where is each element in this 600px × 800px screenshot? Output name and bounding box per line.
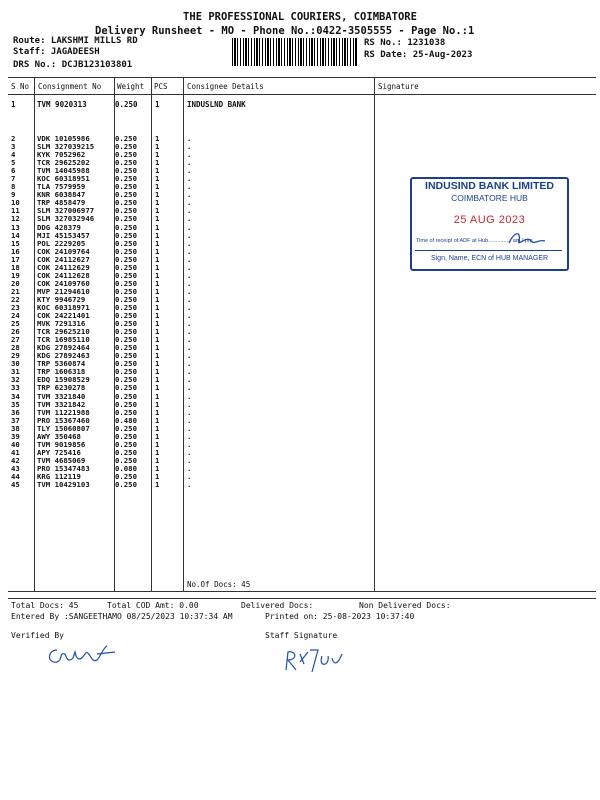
runsheet-subtitle: Delivery Runsheet - MO - Phone No.:0422-3505555 - Page No.:1 [95,25,475,37]
col-weight: Weight [117,82,145,91]
row-weight: 0.250 [115,198,137,208]
row-1-details: INDUSLND BANK [187,100,246,109]
header-bottom-border [8,94,596,95]
row-sno: 32 [11,375,20,385]
row-sno: 20 [11,278,20,288]
row-weight: 0.250 [115,158,137,168]
row-pcs: 1 [155,399,160,409]
row-pcs: 1 [155,480,160,490]
row-details: . [187,383,192,393]
row-details: . [187,463,192,473]
row-pcs: 1 [155,407,160,417]
staff-signature-icon [282,642,362,678]
row-details: . [187,294,192,304]
footer-top-border [8,598,596,599]
row-pcs: 1 [155,383,160,393]
barcode [232,38,358,66]
row-consignment: APY 725416 [37,447,81,457]
row-1-weight: 0.250 [115,100,138,109]
row-consignment: TRP 1606318 [37,367,86,377]
row-weight: 0.250 [115,190,137,200]
row-pcs: 1 [155,319,160,329]
row-sno: 8 [11,182,16,192]
row-details: . [187,206,192,216]
row-weight: 0.250 [115,423,137,433]
row-weight: 0.250 [115,383,137,393]
row-pcs: 1 [155,270,160,280]
row-details: . [187,182,192,192]
verifier-signature-icon [45,642,125,672]
total-docs: Total Docs: 45 [11,601,79,610]
no-of-docs: No.Of Docs: 45 [187,580,251,589]
table-bottom-border [8,591,596,592]
row-weight: 0.250 [115,134,137,143]
row-pcs: 1 [155,206,160,216]
row-consignment: DDG 428379 [37,222,81,232]
stamp-date: 25 AUG 2023 [453,214,526,226]
row-sno: 10 [11,198,20,208]
col-details: Consignee Details [187,82,264,91]
row-sno: 22 [11,294,20,304]
row-pcs: 1 [155,311,160,321]
row-weight: 0.250 [115,319,137,329]
row-sno: 25 [11,319,20,329]
row-consignment: POL 2229205 [37,238,86,248]
row-consignment: TVM 9019856 [37,439,86,449]
row-details: . [187,262,192,272]
row-consignment: TLA 7579959 [37,182,86,192]
row-sno: 2 [11,134,16,143]
row-consignment: TVM 11221988 [37,407,90,417]
row-consignment: KRG 112119 [37,471,81,481]
row-details: . [187,351,192,361]
row-details: . [187,246,192,256]
row-pcs: 1 [155,174,160,184]
row-consignment: MVK 7291316 [37,319,86,329]
row-consignment: TRP 6230278 [37,383,86,393]
row-details: . [187,174,192,184]
row-sno: 21 [11,286,20,296]
row-sno: 31 [11,367,20,377]
row-weight: 0.250 [115,286,137,296]
bank-stamp [410,177,569,271]
row-weight: 0.250 [115,294,137,304]
row-sno: 9 [11,190,16,200]
row-weight: 0.250 [115,238,137,248]
row-details: . [187,311,192,321]
row-sno: 16 [11,246,20,256]
row-weight: 0.250 [115,455,137,465]
table-top-border [8,77,596,78]
row-sno: 37 [11,415,20,425]
row-sno: 15 [11,238,20,248]
row-weight: 0.250 [115,222,137,232]
row-sno: 30 [11,359,20,369]
row-consignment: VDK 10105986 [37,134,90,143]
row-sno: 23 [11,302,20,312]
delivered-docs: Delivered Docs: [241,601,314,610]
col-consignment: Consignment No [38,82,102,91]
row-pcs: 1 [155,375,160,385]
total-cod: Total COD Amt: 0.00 [107,601,199,610]
rs-date: RS Date: 25-Aug-2023 [364,50,473,60]
row-sno: 43 [11,463,20,473]
row-consignment: SLM 327006977 [37,206,95,216]
staff-label: Staff: JAGADEESH [13,47,100,57]
row-details: . [187,286,192,296]
row-weight: 0.250 [115,471,137,481]
row-pcs: 1 [155,190,160,200]
row-sno: 38 [11,423,20,433]
row-consignment: TVM 3321842 [37,399,86,409]
row-sno: 26 [11,327,20,337]
row-consignment: TVM 10429103 [37,480,90,490]
row-details: . [187,222,192,232]
row-weight: 0.250 [115,166,137,176]
stamp-divider [415,250,562,251]
row-sno: 11 [11,206,20,216]
row-details: . [187,367,192,377]
row-weight: 0.250 [115,399,137,409]
row-weight: 0.250 [115,327,137,337]
row-pcs: 1 [155,222,160,232]
row-consignment: TCR 16985110 [37,335,90,345]
row-sno: 34 [11,391,20,401]
row-weight: 0.250 [115,214,137,224]
row-details: . [187,198,192,208]
row-pcs: 1 [155,182,160,192]
row-sno: 17 [11,254,20,264]
row-consignment: TLY 15060807 [37,423,90,433]
row-consignment: COK 24109764 [37,246,90,256]
row-weight: 0.250 [115,439,137,449]
row-details: . [187,230,192,240]
row-pcs: 1 [155,359,160,369]
col-divider-5 [374,77,375,591]
row-details: . [187,150,192,160]
row-details: . [187,439,192,449]
row-weight: 0.250 [115,150,137,160]
row-pcs: 1 [155,198,160,208]
row-weight: 0.250 [115,206,137,216]
drs-number: DRS No.: DCJB123103801 [13,60,133,70]
row-consignment: TCR 29625202 [37,158,90,168]
row-consignment: TVM 4685069 [37,455,86,465]
row-consignment: COK 24109760 [37,278,90,288]
row-consignment: TRP 4858479 [37,198,86,208]
row-consignment: PRO 15347483 [37,463,90,473]
row-weight: 0.250 [115,142,137,152]
row-details: . [187,359,192,369]
row-weight: 0.250 [115,335,137,345]
row-sno: 4 [11,150,16,160]
row-details: . [187,327,192,337]
row-weight: 0.250 [115,278,137,288]
row-sno: 6 [11,166,16,176]
row-pcs: 1 [155,447,160,457]
row-weight: 0.250 [115,351,137,361]
row-pcs: 1 [155,463,160,473]
row-details: . [187,142,192,152]
row-consignment: KDG 27892463 [37,351,90,361]
row-details: . [187,375,192,385]
col-divider-1 [34,77,35,591]
row-weight: 0.250 [115,480,137,490]
stamp-scribble-icon [507,229,547,249]
row-details: . [187,319,192,329]
row-pcs: 1 [155,246,160,256]
row-pcs: 1 [155,351,160,361]
staff-signature-label: Staff Signature [265,631,338,640]
row-details: . [187,134,192,143]
row-consignment: TVM 3321840 [37,391,86,401]
row-sno: 7 [11,174,16,184]
row-details: . [187,391,192,401]
row-pcs: 1 [155,158,160,168]
row-sno: 24 [11,311,20,321]
row-pcs: 1 [155,278,160,288]
row-consignment: KDG 27892464 [37,343,90,353]
row-details: . [187,254,192,264]
row-pcs: 1 [155,471,160,481]
row-pcs: 1 [155,439,160,449]
row-weight: 0.250 [115,311,137,321]
row-details: . [187,399,192,409]
row-pcs: 1 [155,166,160,176]
row-weight: 0.250 [115,375,137,385]
verified-by-label: Verified By [11,631,64,640]
row-consignment: TRP 5360874 [37,359,86,369]
printed-on: Printed on: 25-08-2023 10:37:40 [265,612,415,621]
row-weight: 0.250 [115,182,137,192]
row-pcs: 1 [155,254,160,264]
row-consignment: KOC 60318971 [37,302,90,312]
row-details: . [187,238,192,248]
row-details: . [187,423,192,433]
row-weight: 0.250 [115,230,137,240]
row-sno: 12 [11,214,20,224]
row-pcs: 1 [155,335,160,345]
row-pcs: 1 [155,302,160,312]
row-pcs: 1 [155,150,160,160]
row-consignment: COK 24221401 [37,311,90,321]
row-pcs: 1 [155,431,160,441]
row-consignment: EDQ 15908529 [37,375,90,385]
row-pcs: 1 [155,423,160,433]
row-pcs: 1 [155,327,160,337]
row-sno: 42 [11,455,20,465]
row-sno: 39 [11,431,20,441]
row-sno: 27 [11,335,20,345]
row-consignment: MVP 21294610 [37,286,90,296]
row-weight: 0.250 [115,343,137,353]
row-pcs: 1 [155,134,160,143]
route-label: Route: LAKSHMI MILLS RD [13,36,138,46]
row-1-sno: 1 [11,100,16,109]
row-details: . [187,415,192,425]
row-details: . [187,270,192,280]
row-sno: 44 [11,471,20,481]
col-signature: Signature [378,82,419,91]
row-details: . [187,455,192,465]
row-details: . [187,158,192,168]
row-sno: 41 [11,447,20,457]
row-pcs: 1 [155,142,160,152]
row-weight: 0.250 [115,262,137,272]
row-sno: 35 [11,399,20,409]
row-weight: 0.250 [115,174,137,184]
row-weight: 0.480 [115,415,137,425]
col-divider-4 [183,77,184,591]
row-consignment: TVM 14045988 [37,166,90,176]
row-details: . [187,471,192,481]
row-sno: 45 [11,480,20,490]
row-pcs: 1 [155,391,160,401]
row-pcs: 1 [155,294,160,304]
row-weight: 0.250 [115,302,137,312]
row-weight: 0.250 [115,270,137,280]
row-details: . [187,431,192,441]
row-details: . [187,190,192,200]
row-consignment: SLM 327039215 [37,142,95,152]
row-consignment: COK 24112629 [37,262,90,272]
row-weight: 0.250 [115,391,137,401]
row-weight: 0.250 [115,359,137,369]
row-sno: 40 [11,439,20,449]
row-weight: 0.250 [115,407,137,417]
row-pcs: 1 [155,238,160,248]
row-consignment: COK 24112627 [37,254,90,264]
row-details: . [187,480,192,490]
rs-number: RS No.: 1231038 [364,38,446,48]
stamp-receipt-time: Time of receipt of ADF at Hub............... am / pm [416,238,533,244]
row-sno: 36 [11,407,20,417]
row-weight: 0.250 [115,246,137,256]
entered-by: Entered By :SANGEETHAMO 08/25/2023 10:37:34 AM [11,612,233,621]
row-consignment: SLM 327032946 [37,214,95,224]
row-pcs: 1 [155,230,160,240]
row-consignment: KTY 9946729 [37,294,86,304]
row-details: . [187,447,192,457]
row-sno: 19 [11,270,20,280]
row-weight: 0.080 [115,463,137,473]
row-pcs: 1 [155,214,160,224]
row-sno: 18 [11,262,20,272]
row-pcs: 1 [155,367,160,377]
row-pcs: 1 [155,415,160,425]
row-consignment: MJI 45153457 [37,230,90,240]
row-consignment: AWY 350468 [37,431,81,441]
row-sno: 29 [11,351,20,361]
row-details: . [187,166,192,176]
row-consignment: KYK 7052962 [37,150,86,160]
row-consignment: PRO 15367460 [37,415,90,425]
row-pcs: 1 [155,343,160,353]
company-title: THE PROFESSIONAL COURIERS, COIMBATORE [183,11,417,23]
row-details: . [187,407,192,417]
row-sno: 3 [11,142,16,152]
stamp-sign-line: Sign, Name, ECN of HUB MANAGER [430,255,549,262]
non-delivered-docs: Non Delivered Docs: [359,601,451,610]
row-1-consignment: TVM 9020313 [37,100,87,109]
row-pcs: 1 [155,455,160,465]
col-divider-3 [151,77,152,591]
stamp-hub-name: COIMBATORE HUB [451,193,528,203]
row-details: . [187,335,192,345]
row-sno: 28 [11,343,20,353]
row-consignment: TCR 29625210 [37,327,90,337]
row-details: . [187,302,192,312]
row-weight: 0.250 [115,254,137,264]
row-details: . [187,278,192,288]
row-weight: 0.250 [115,367,137,377]
row-sno: 5 [11,158,16,168]
row-weight: 0.250 [115,447,137,457]
stamp-bank-name: INDUSIND BANK LIMITED [425,180,554,192]
col-sno: S No [11,82,30,91]
row-details: . [187,343,192,353]
row-pcs: 1 [155,262,160,272]
row-sno: 33 [11,383,20,393]
col-pcs: PCS [154,82,168,91]
row-details: . [187,214,192,224]
row-weight: 0.250 [115,431,137,441]
row-pcs: 1 [155,286,160,296]
row-consignment: COK 24112628 [37,270,90,280]
row-sno: 13 [11,222,20,232]
row-sno: 14 [11,230,20,240]
row-consignment: KOC 60318951 [37,174,90,184]
row-1-pcs: 1 [155,100,160,109]
row-consignment: KNR 6038847 [37,190,86,200]
